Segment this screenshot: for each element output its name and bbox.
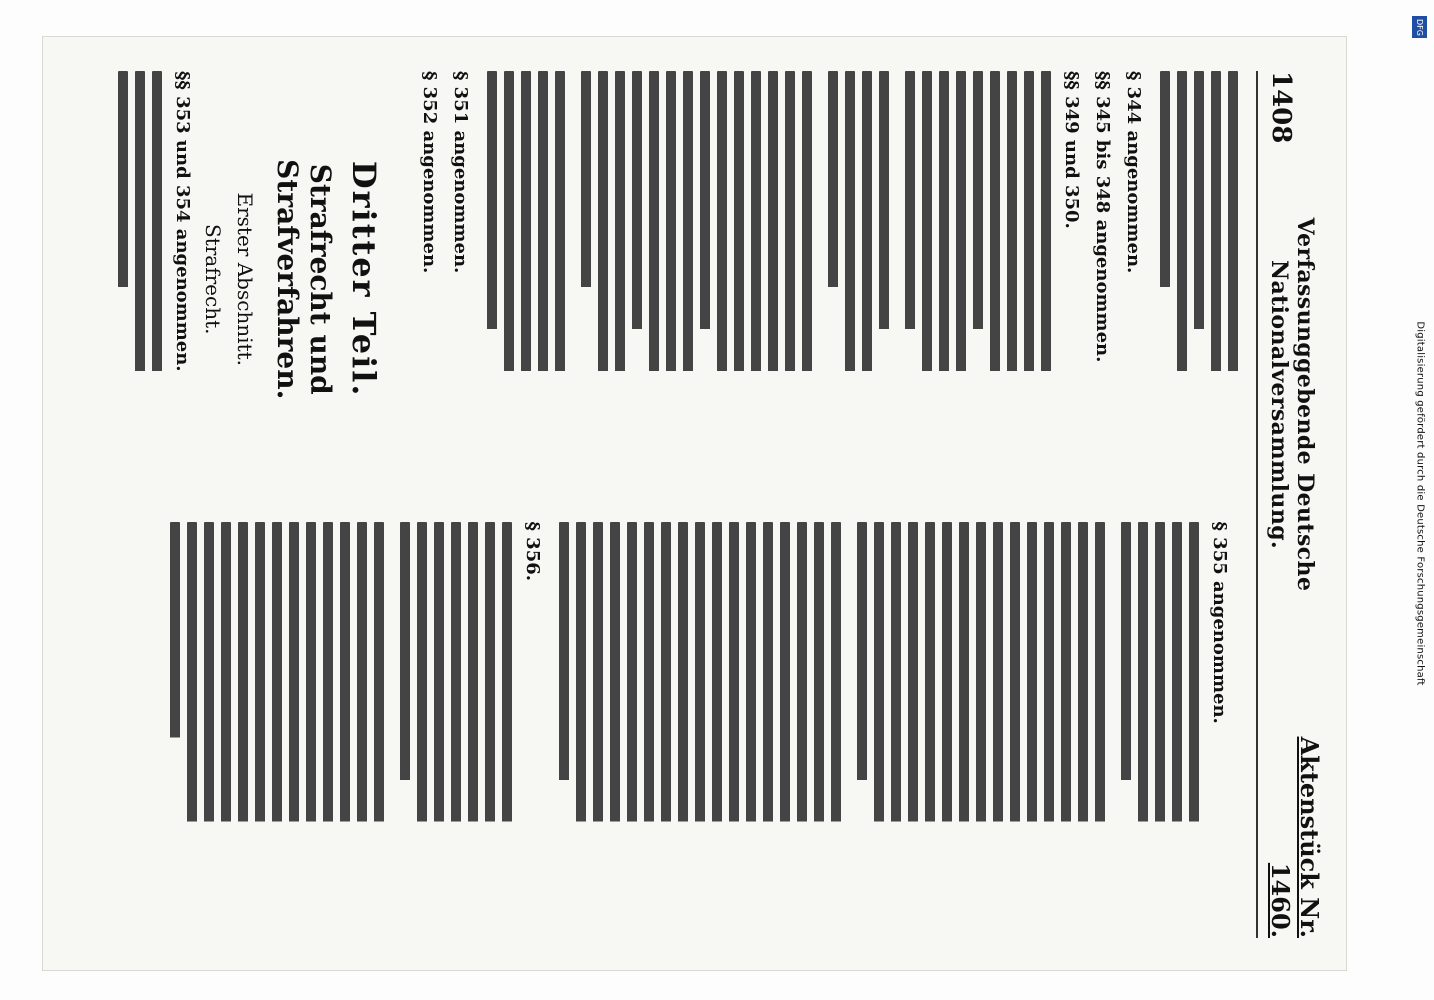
paragraph [170, 522, 384, 939]
paragraph [1160, 71, 1238, 488]
paragraph [487, 71, 565, 488]
section-heading-352: § 352 angenommen. [419, 71, 440, 274]
paragraph [581, 71, 812, 488]
rotated-page-wrapper [43, 37, 1348, 972]
section-heading-355: § 355 angenommen. [1209, 521, 1230, 724]
rotated-page-content [43, 37, 1348, 972]
section-heading-351: § 351 angenommen. [450, 71, 471, 274]
sidebar-note [1414, 18, 1426, 988]
paragraph [905, 71, 1051, 488]
subsection-title: Strafrecht. [201, 224, 225, 335]
page-number: 1408 [1266, 71, 1296, 144]
section-heading-345-348: §§ 345 bis 348 angenommen. [1092, 71, 1113, 363]
part-title: Dritter Teil. [345, 160, 383, 398]
running-head: Verfassunggebende Deutsche Nationalversammlung. [1266, 217, 1318, 592]
part-subtitle: Strafrecht und Strafverfahren. [271, 159, 337, 400]
paragraph [1121, 522, 1199, 939]
section-heading-349-350: §§ 349 und 350. [1061, 71, 1082, 229]
section-heading-344: § 344 angenommen. [1123, 71, 1144, 274]
left-column [108, 71, 1238, 488]
sidebar-note-text: Digitalisierung gefördert durch die Deutsche Forschungsgemeinschaft [1414, 320, 1426, 686]
right-column [108, 522, 1238, 939]
subsection-label: Erster Abschnitt. [233, 192, 257, 366]
text-columns [108, 71, 1238, 938]
scanned-page [42, 36, 1347, 971]
paragraph [857, 522, 1105, 939]
paragraph [559, 522, 841, 939]
section-heading-353-354: §§ 353 und 354 angenommen. [172, 71, 193, 372]
dfg-badge: DFG [1412, 16, 1427, 38]
document-reference: Aktenstück Nr. 1460. [1266, 736, 1324, 938]
paragraph [400, 522, 512, 939]
paragraph [828, 71, 889, 488]
section-heading-356: § 356. [522, 521, 543, 582]
paragraph [118, 71, 162, 488]
page-header [1256, 71, 1324, 938]
